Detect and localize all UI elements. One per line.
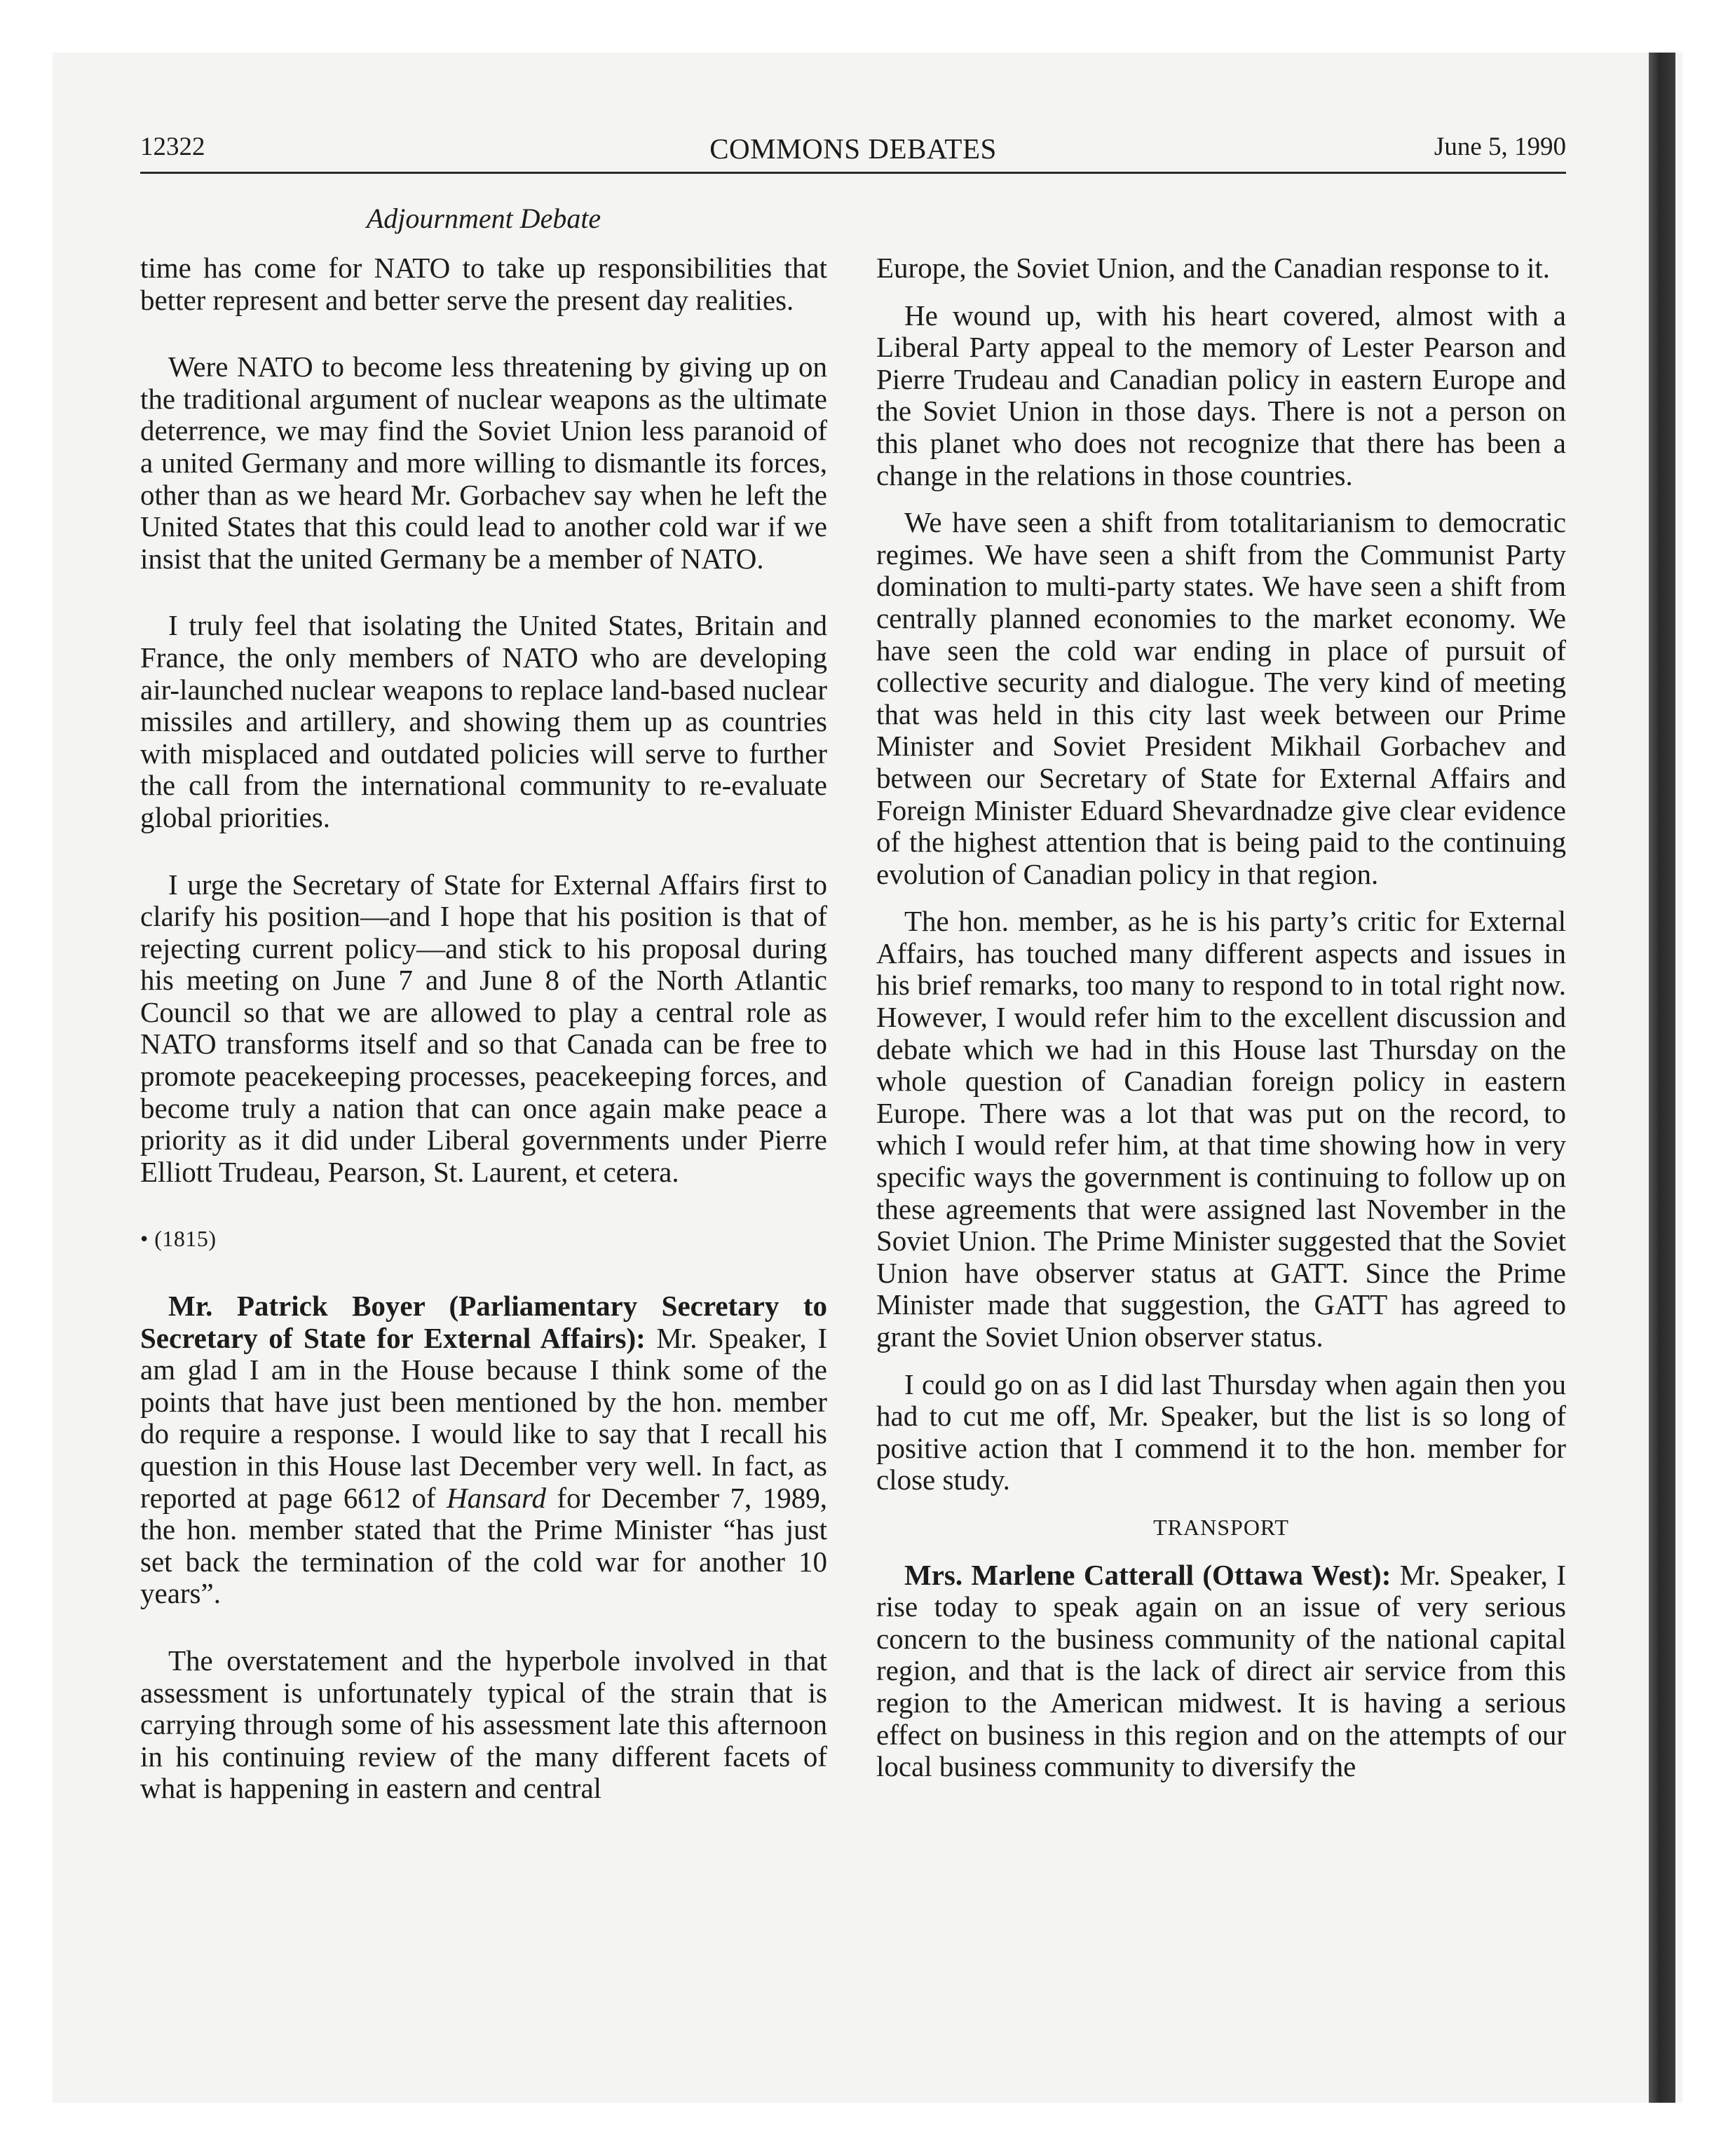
- section-title: Adjournment Debate: [366, 203, 601, 234]
- right-paragraph-5: I could go on as I did last Thursday when again then you had to cut me off, Mr. Speaker, but the list is so long of positive action that I commend it to the hon. member for close study.: [876, 1367, 1566, 1496]
- right-paragraph-3: We have seen a shift from totalitarianism to democratic regimes. We have seen a shift from the Communist Party domination to multi-party states. We have seen a shift from centrally planned economies to the market economy. We have seen the cold war ending in place of pursuit of collective security and dialogue. The very kind of meeting that was held in this city last week between our Prime Minister and Soviet President Mikhail Gorbachev and between our Secretary of State for External Affairs and Foreign Minister Eduard Shevardnadze give clear evidence of the highest attention that is being paid to the continuing evolution of Canadian policy in that region.: [876, 506, 1566, 890]
- left-paragraph-4: I urge the Secretary of State for External Affairs first to clarify his position—and I hope that his position is that of rejecting current policy—and stick to his proposal during his meeting on June 7 and June 8 of the North Atlantic Council so that we are allowed to play a central role as NATO transforms itself and so that Canada can be free to promote peacekeeping processes, peacekeeping forces, and become truly a nation that can once again make peace a priority as it did under Liberal governments under Pierre Elliott Trudeau, Pearson, St. Laurent, et cetera.: [140, 868, 827, 1188]
- right-paragraph-6: [876, 1560, 1566, 1783]
- right-paragraph-2: He wound up, with his heart covered, almost with a Liberal Party appeal to the memory of Lester Pearson and Pierre Trudeau and Canadian policy in eastern Europe and the Soviet Union in those days. There is not a person on this planet who does not recognize that there has been a change in the relations in those countries.: [876, 299, 1566, 491]
- header-rule: [140, 172, 1566, 174]
- publication-date: June 5, 1990: [1434, 132, 1566, 161]
- time-marker: • (1815): [140, 1226, 217, 1252]
- left-paragraph-5: [140, 1290, 827, 1610]
- speech-text-c: Mr. Speaker, I rise today to speak again on an issue of very serious concern to the business community of the national capital region, and that is the lack of direct air service from this region to the American midwest. It is having a serious effect on business in this region and on the attempts of our local business community to diversify the: [876, 1558, 1566, 1783]
- right-column: [876, 252, 1566, 1783]
- hansard-reference: Hansard: [446, 1481, 546, 1514]
- right-paragraph-4: The hon. member, as he is his party’s critic for External Affairs, has touched many different aspects and issues in his brief remarks, too many to respond to in total right now. However, I would refer him to the excellent discussion and debate which we had in this House last Thursday on the whole question of Canadian foreign policy in eastern Europe. There was a lot that was put on the record, to which I would refer him, at that time showing how in very specific ways the government is continuing to follow up on these agreements that were assigned last November in the Soviet Union. The Prime Minister suggested that the Soviet Union have observer status at GATT. Since the Prime Minister made that suggestion, the GATT has agreed to grant the Soviet Union observer status.: [876, 905, 1566, 1353]
- speech-text-b: for December 7, 1989, the hon. member stated that the Prime Minister “has just set back the termination of the cold war for another 10 years”.: [140, 1481, 827, 1610]
- transport-heading: TRANSPORT: [1153, 1514, 1289, 1540]
- speech-text-a: Mr. Speaker, I am glad I am in the House because I think some of the points that have just been mentioned by the hon. member do require a response. I would like to say that I recall his question in this House last December very well. In fact, as reported at page 6612 of: [140, 1321, 827, 1514]
- left-paragraph-6: The overstatement and the hyperbole involved in that assessment is unfortunately typical of the strain that is carrying through some of his assessment late this afternoon in his continuing review of the many different facets of what is happening in eastern and central: [140, 1644, 827, 1805]
- running-head: [140, 132, 1566, 167]
- scan-edge-strip: [1649, 53, 1675, 2103]
- speaker-name: Mr. Patrick Boyer (Parliamentary Secretary to Secretary of State for External Affairs):: [140, 1290, 827, 1354]
- left-paragraph-1: time has come for NATO to take up responsibilities that better represent and better serve the present day realities.: [140, 252, 827, 316]
- speaker-name-2: Mrs. Marlene Catterall (Ottawa West):: [904, 1558, 1392, 1591]
- left-paragraph-3: I truly feel that isolating the United States, Britain and France, the only members of NATO who are developing air-launched nuclear weapons to replace land-based nuclear missiles and artillery, and showing them up as countries with misplaced and outdated policies will serve to further the call from the international community to re-evaluate global priorities.: [140, 609, 827, 833]
- left-paragraph-2: Were NATO to become less threatening by giving up on the traditional argument of nuclear weapons as the ultimate deterrence, we may find the Soviet Union less paranoid of a united Germany and more willing to dismantle its forces, other than as we heard Mr. Gorbachev say when he left the United States that this could lead to another cold war if we insist that the united Germany be a member of NATO.: [140, 350, 827, 575]
- right-paragraph-1: Europe, the Soviet Union, and the Canadian response to it.: [876, 252, 1551, 284]
- publication-title: COMMONS DEBATES: [709, 132, 997, 165]
- page-number: 12322: [140, 132, 205, 161]
- left-column: [140, 252, 827, 1805]
